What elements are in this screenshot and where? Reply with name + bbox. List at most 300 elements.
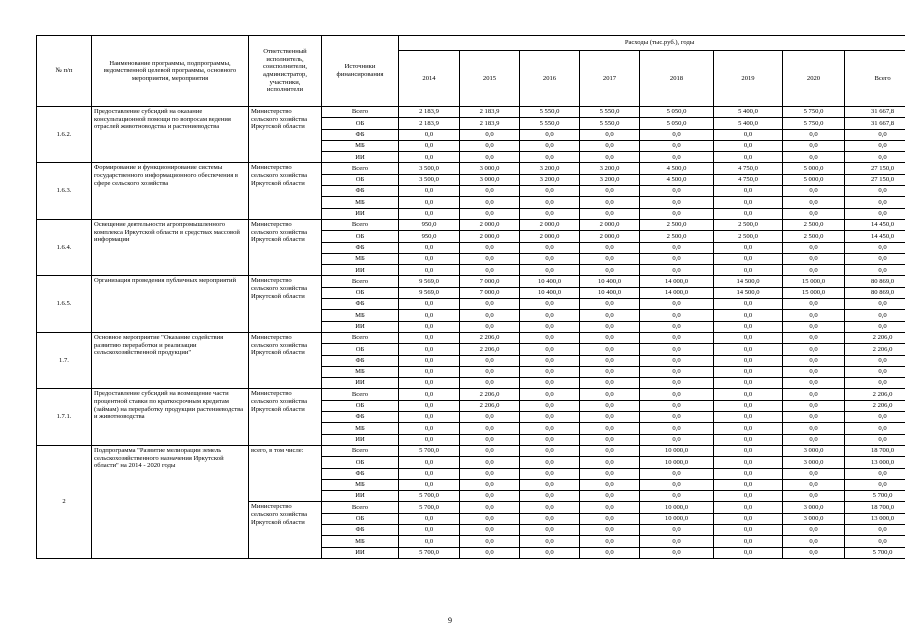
year-value: 0,0 (640, 524, 714, 535)
year-value: 0,0 (580, 423, 640, 434)
funding-source: МБ (322, 197, 399, 208)
total-value: 0,0 (845, 310, 905, 321)
funding-source: МБ (322, 253, 399, 264)
funding-source: ИИ (322, 152, 399, 163)
year-value: 3 000,0 (783, 457, 845, 468)
year-value: 5 000,0 (783, 174, 845, 185)
year-value: 10 000,0 (640, 445, 714, 456)
year-value: 5 750,0 (783, 107, 845, 118)
year-value: 0,0 (520, 513, 580, 524)
year-value: 0,0 (520, 412, 580, 423)
year-value: 0,0 (714, 299, 783, 310)
year-value: 3 000,0 (460, 163, 520, 174)
year-value: 0,0 (460, 412, 520, 423)
year-value: 0,0 (714, 253, 783, 264)
col-header-responsible: Ответственный исполнитель, соисполнители, администратор, участники, исполнители (249, 36, 322, 107)
year-value: 0,0 (580, 513, 640, 524)
year-value: 0,0 (580, 412, 640, 423)
year-value: 0,0 (783, 412, 845, 423)
year-value: 0,0 (714, 468, 783, 479)
year-value: 0,0 (399, 434, 460, 445)
funding-source: ИИ (322, 208, 399, 219)
year-value: 0,0 (520, 197, 580, 208)
year-value: 0,0 (640, 299, 714, 310)
row-number: 1.6.5. (37, 276, 92, 332)
year-value: 0,0 (580, 445, 640, 456)
year-value: 0,0 (580, 491, 640, 502)
year-value: 0,0 (580, 536, 640, 547)
total-value: 14 450,0 (845, 219, 905, 230)
year-value: 0,0 (640, 389, 714, 400)
year-value: 0,0 (783, 253, 845, 264)
total-value: 2 206,0 (845, 332, 905, 343)
year-value: 0,0 (460, 186, 520, 197)
funding-source: ОБ (322, 231, 399, 242)
total-value: 13 000,0 (845, 513, 905, 524)
col-header-source: Источники финансирования (322, 36, 399, 107)
responsible-executor: Министерство сельского хозяйства Иркутской области (249, 163, 322, 219)
year-value: 0,0 (520, 378, 580, 389)
funding-source: ОБ (322, 513, 399, 524)
activity-name: Основное мероприятие "Оказание содействия развитию переработки и реализации сельскохозяйственной продукции" (92, 332, 249, 388)
total-value: 13 000,0 (845, 457, 905, 468)
year-value: 0,0 (460, 140, 520, 151)
year-value: 0,0 (714, 389, 783, 400)
year-value: 0,0 (640, 253, 714, 264)
year-value: 2 206,0 (460, 344, 520, 355)
year-value: 0,0 (520, 423, 580, 434)
year-value: 2 500,0 (783, 231, 845, 242)
year-value: 0,0 (640, 434, 714, 445)
year-value: 0,0 (460, 491, 520, 502)
year-value: 0,0 (399, 412, 460, 423)
year-value: 0,0 (520, 265, 580, 276)
year-value: 0,0 (460, 265, 520, 276)
total-value: 0,0 (845, 129, 905, 140)
funding-source: ФБ (322, 468, 399, 479)
year-value: 0,0 (580, 355, 640, 366)
year-value: 0,0 (580, 400, 640, 411)
total-value: 0,0 (845, 197, 905, 208)
responsible-executor: Министерство сельского хозяйства Иркутской области (249, 389, 322, 445)
year-value: 0,0 (399, 242, 460, 253)
total-value: 0,0 (845, 378, 905, 389)
activity-name: Освещение деятельности агропромышленного комплекса Иркутской области в средствах массовой информации (92, 219, 249, 275)
year-value: 0,0 (520, 299, 580, 310)
total-value: 5 700,0 (845, 491, 905, 502)
year-value: 0,0 (580, 468, 640, 479)
year-value: 0,0 (580, 434, 640, 445)
year-value: 0,0 (640, 344, 714, 355)
year-value: 0,0 (783, 366, 845, 377)
year-value: 0,0 (714, 186, 783, 197)
funding-source: Всего (322, 107, 399, 118)
year-value: 0,0 (714, 265, 783, 276)
total-value: 2 206,0 (845, 344, 905, 355)
year-value: 0,0 (399, 355, 460, 366)
year-value: 0,0 (399, 299, 460, 310)
col-header-num: № п/п (37, 36, 92, 107)
row-number: 1.7. (37, 332, 92, 388)
year-value: 0,0 (714, 355, 783, 366)
year-value: 0,0 (640, 129, 714, 140)
funding-source: ОБ (322, 118, 399, 129)
year-value: 0,0 (460, 434, 520, 445)
year-value: 0,0 (714, 434, 783, 445)
funding-source: ИИ (322, 491, 399, 502)
year-value: 3 000,0 (783, 445, 845, 456)
year-value: 7 000,0 (460, 287, 520, 298)
year-value: 2 183,9 (399, 107, 460, 118)
total-value: 31 667,8 (845, 118, 905, 129)
year-value: 2 183,9 (460, 118, 520, 129)
year-value: 3 200,0 (520, 163, 580, 174)
year-value: 0,0 (640, 547, 714, 558)
activity-name: Подпрограмма "Развитие мелиорации земель сельскохозяйственного назначения Иркутской области" на 2014 - 2020 годы (92, 445, 249, 558)
year-value: 14 500,0 (714, 276, 783, 287)
total-value: 80 869,0 (845, 287, 905, 298)
year-value: 0,0 (520, 400, 580, 411)
year-value: 0,0 (640, 321, 714, 332)
year-value: 0,0 (399, 524, 460, 535)
year-value: 0,0 (640, 366, 714, 377)
col-header-year: 2014 (399, 51, 460, 107)
year-value: 0,0 (520, 332, 580, 343)
year-value: 0,0 (640, 197, 714, 208)
year-value: 0,0 (783, 491, 845, 502)
year-value: 0,0 (783, 208, 845, 219)
year-value: 0,0 (520, 457, 580, 468)
year-value: 0,0 (640, 242, 714, 253)
year-value: 0,0 (580, 129, 640, 140)
year-value: 0,0 (640, 186, 714, 197)
col-header-year: 2020 (783, 51, 845, 107)
year-value: 3 500,0 (399, 174, 460, 185)
activity-name: Организация проведения публичных мероприятий (92, 276, 249, 332)
year-value: 0,0 (640, 468, 714, 479)
year-value: 0,0 (520, 253, 580, 264)
year-value: 0,0 (399, 152, 460, 163)
table-row (37, 389, 905, 400)
year-value: 0,0 (714, 513, 783, 524)
table-row (37, 163, 905, 174)
year-value: 0,0 (399, 332, 460, 343)
total-value: 0,0 (845, 479, 905, 490)
year-value: 0,0 (783, 321, 845, 332)
total-value: 0,0 (845, 265, 905, 276)
funding-source: ФБ (322, 186, 399, 197)
col-header-year: 2015 (460, 51, 520, 107)
year-value: 0,0 (783, 265, 845, 276)
year-value: 5 550,0 (520, 118, 580, 129)
table-row (37, 107, 905, 118)
total-value: 0,0 (845, 434, 905, 445)
responsible-executor: Министерство сельского хозяйства Иркутской области (249, 219, 322, 275)
year-value: 0,0 (640, 491, 714, 502)
total-value: 0,0 (845, 186, 905, 197)
year-value: 0,0 (399, 140, 460, 151)
year-value: 0,0 (460, 299, 520, 310)
year-value: 0,0 (714, 479, 783, 490)
year-value: 0,0 (399, 378, 460, 389)
year-value: 0,0 (580, 332, 640, 343)
funding-source: ОБ (322, 344, 399, 355)
year-value: 5 700,0 (399, 502, 460, 513)
year-value: 0,0 (714, 332, 783, 343)
total-value: 0,0 (845, 321, 905, 332)
row-number: 1.7.1. (37, 389, 92, 445)
year-value: 0,0 (714, 457, 783, 468)
year-value: 2 000,0 (520, 231, 580, 242)
year-value: 0,0 (580, 547, 640, 558)
year-value: 5 700,0 (399, 491, 460, 502)
year-value: 0,0 (520, 208, 580, 219)
year-value: 0,0 (783, 547, 845, 558)
total-value: 0,0 (845, 366, 905, 377)
year-value: 0,0 (399, 321, 460, 332)
row-number: 1.6.4. (37, 219, 92, 275)
year-value: 0,0 (783, 299, 845, 310)
year-value: 5 550,0 (580, 107, 640, 118)
year-value: 0,0 (714, 197, 783, 208)
total-value: 2 206,0 (845, 400, 905, 411)
year-value: 0,0 (714, 321, 783, 332)
year-value: 0,0 (520, 242, 580, 253)
funding-source: ФБ (322, 412, 399, 423)
total-value: 0,0 (845, 152, 905, 163)
year-value: 0,0 (714, 208, 783, 219)
year-value: 0,0 (399, 265, 460, 276)
year-value: 2 500,0 (640, 231, 714, 242)
year-value: 0,0 (580, 140, 640, 151)
funding-source: ФБ (322, 524, 399, 535)
year-value: 10 000,0 (640, 457, 714, 468)
responsible-executor: Министерство сельского хозяйства Иркутской области (249, 107, 322, 163)
responsible-executor: всего, в том числе: (249, 445, 322, 501)
year-value: 0,0 (714, 400, 783, 411)
total-value: 0,0 (845, 423, 905, 434)
year-value: 0,0 (460, 513, 520, 524)
year-value: 0,0 (783, 355, 845, 366)
year-value: 0,0 (783, 389, 845, 400)
total-value: 18 700,0 (845, 502, 905, 513)
total-value: 0,0 (845, 524, 905, 535)
year-value: 0,0 (460, 152, 520, 163)
year-value: 0,0 (714, 129, 783, 140)
year-value: 3 200,0 (580, 163, 640, 174)
year-value: 0,0 (399, 513, 460, 524)
col-header-year: 2019 (714, 51, 783, 107)
year-value: 0,0 (520, 389, 580, 400)
year-value: 0,0 (640, 208, 714, 219)
year-value: 2 000,0 (460, 219, 520, 230)
year-value: 5 400,0 (714, 107, 783, 118)
year-value: 5 700,0 (399, 445, 460, 456)
total-value: 0,0 (845, 253, 905, 264)
table-row (37, 276, 905, 287)
year-value: 0,0 (714, 536, 783, 547)
year-value: 0,0 (460, 129, 520, 140)
year-value: 0,0 (399, 344, 460, 355)
year-value: 0,0 (640, 152, 714, 163)
total-value: 18 700,0 (845, 445, 905, 456)
total-value: 5 700,0 (845, 547, 905, 558)
total-value: 0,0 (845, 242, 905, 253)
col-header-year: 2017 (580, 51, 640, 107)
year-value: 2 183,9 (399, 118, 460, 129)
year-value: 0,0 (460, 423, 520, 434)
year-value: 0,0 (714, 412, 783, 423)
year-value: 0,0 (399, 536, 460, 547)
year-value: 0,0 (640, 479, 714, 490)
activity-name: Предоставление субсидий на возмещение части процентной ставки по краткосрочным кредитам (займам) на переработку продукции растениеводства и животноводства (92, 389, 249, 445)
year-value: 0,0 (783, 536, 845, 547)
year-value: 2 500,0 (714, 219, 783, 230)
total-value: 27 150,0 (845, 163, 905, 174)
year-value: 5 550,0 (580, 118, 640, 129)
year-value: 0,0 (640, 400, 714, 411)
funding-source: Всего (322, 389, 399, 400)
year-value: 0,0 (520, 344, 580, 355)
year-value: 3 000,0 (783, 513, 845, 524)
year-value: 10 400,0 (520, 276, 580, 287)
year-value: 0,0 (520, 366, 580, 377)
year-value: 0,0 (714, 445, 783, 456)
funding-source: МБ (322, 536, 399, 547)
year-value: 0,0 (640, 265, 714, 276)
funding-source: ИИ (322, 547, 399, 558)
funding-source: Всего (322, 445, 399, 456)
year-value: 0,0 (520, 152, 580, 163)
year-value: 0,0 (460, 321, 520, 332)
year-value: 0,0 (460, 479, 520, 490)
col-header-year: 2016 (520, 51, 580, 107)
year-value: 14 000,0 (640, 276, 714, 287)
row-number: 1.6.3. (37, 163, 92, 219)
col-header-total: Всего (845, 51, 905, 107)
year-value: 0,0 (460, 536, 520, 547)
year-value: 0,0 (460, 457, 520, 468)
total-value: 0,0 (845, 208, 905, 219)
year-value: 0,0 (580, 457, 640, 468)
year-value: 0,0 (399, 253, 460, 264)
total-value: 0,0 (845, 355, 905, 366)
funding-source: ИИ (322, 265, 399, 276)
funding-source: МБ (322, 423, 399, 434)
year-value: 0,0 (580, 366, 640, 377)
year-value: 0,0 (399, 457, 460, 468)
funding-source: ИИ (322, 321, 399, 332)
year-value: 0,0 (580, 186, 640, 197)
funding-source: МБ (322, 479, 399, 490)
year-value: 0,0 (399, 186, 460, 197)
funding-source: МБ (322, 310, 399, 321)
funding-source: Всего (322, 502, 399, 513)
year-value: 3 500,0 (399, 163, 460, 174)
year-value: 14 000,0 (640, 287, 714, 298)
table-body (37, 107, 905, 559)
year-value: 5 700,0 (399, 547, 460, 558)
year-value: 3 000,0 (460, 174, 520, 185)
funding-source: МБ (322, 140, 399, 151)
year-value: 0,0 (520, 129, 580, 140)
year-value: 0,0 (783, 423, 845, 434)
year-value: 10 400,0 (580, 287, 640, 298)
year-value: 0,0 (580, 310, 640, 321)
year-value: 0,0 (714, 547, 783, 558)
year-value: 0,0 (399, 197, 460, 208)
table-row (37, 332, 905, 343)
year-value: 0,0 (640, 332, 714, 343)
year-value: 0,0 (399, 468, 460, 479)
year-value: 0,0 (714, 242, 783, 253)
year-value: 0,0 (580, 389, 640, 400)
year-value: 5 000,0 (783, 163, 845, 174)
year-value: 2 500,0 (783, 219, 845, 230)
year-value: 0,0 (580, 242, 640, 253)
year-value: 0,0 (399, 423, 460, 434)
year-value: 0,0 (783, 378, 845, 389)
year-value: 10 000,0 (640, 502, 714, 513)
year-value: 2 000,0 (580, 219, 640, 230)
total-value: 31 667,8 (845, 107, 905, 118)
funding-source: ФБ (322, 129, 399, 140)
year-value: 0,0 (460, 502, 520, 513)
year-value: 0,0 (460, 355, 520, 366)
year-value: 0,0 (460, 242, 520, 253)
year-value: 0,0 (714, 140, 783, 151)
year-value: 3 200,0 (580, 174, 640, 185)
year-value: 0,0 (460, 366, 520, 377)
total-value: 0,0 (845, 140, 905, 151)
year-value: 10 400,0 (520, 287, 580, 298)
funding-source: ФБ (322, 242, 399, 253)
year-value: 10 000,0 (640, 513, 714, 524)
year-value: 0,0 (783, 400, 845, 411)
activity-name: Предоставление субсидий на оказание консультационной помощи по вопросам ведения отраслей животноводства и растениеводства (92, 107, 249, 163)
year-value: 0,0 (520, 355, 580, 366)
year-value: 0,0 (714, 524, 783, 535)
year-value: 0,0 (520, 491, 580, 502)
year-value: 0,0 (460, 310, 520, 321)
year-value: 0,0 (460, 547, 520, 558)
year-value: 0,0 (714, 423, 783, 434)
funding-source: ОБ (322, 287, 399, 298)
year-value: 15 000,0 (783, 276, 845, 287)
funding-source: Всего (322, 276, 399, 287)
year-value: 0,0 (783, 524, 845, 535)
year-value: 0,0 (640, 536, 714, 547)
funding-source: ОБ (322, 457, 399, 468)
year-value: 0,0 (640, 423, 714, 434)
year-value: 0,0 (640, 412, 714, 423)
year-value: 0,0 (460, 378, 520, 389)
year-value: 0,0 (783, 129, 845, 140)
year-value: 2 206,0 (460, 400, 520, 411)
year-value: 0,0 (399, 208, 460, 219)
year-value: 0,0 (580, 265, 640, 276)
year-value: 3 200,0 (520, 174, 580, 185)
responsible-executor: Министерство сельского хозяйства Иркутской области (249, 332, 322, 388)
activity-name: Формирование и функционирование системы государственного информационного обеспечения в сфере сельского хозяйства (92, 163, 249, 219)
year-value: 15 000,0 (783, 287, 845, 298)
funding-source: ФБ (322, 299, 399, 310)
year-value: 14 500,0 (714, 287, 783, 298)
year-value: 2 000,0 (580, 231, 640, 242)
year-value: 2 000,0 (460, 231, 520, 242)
year-value: 4 750,0 (714, 174, 783, 185)
year-value: 0,0 (399, 400, 460, 411)
